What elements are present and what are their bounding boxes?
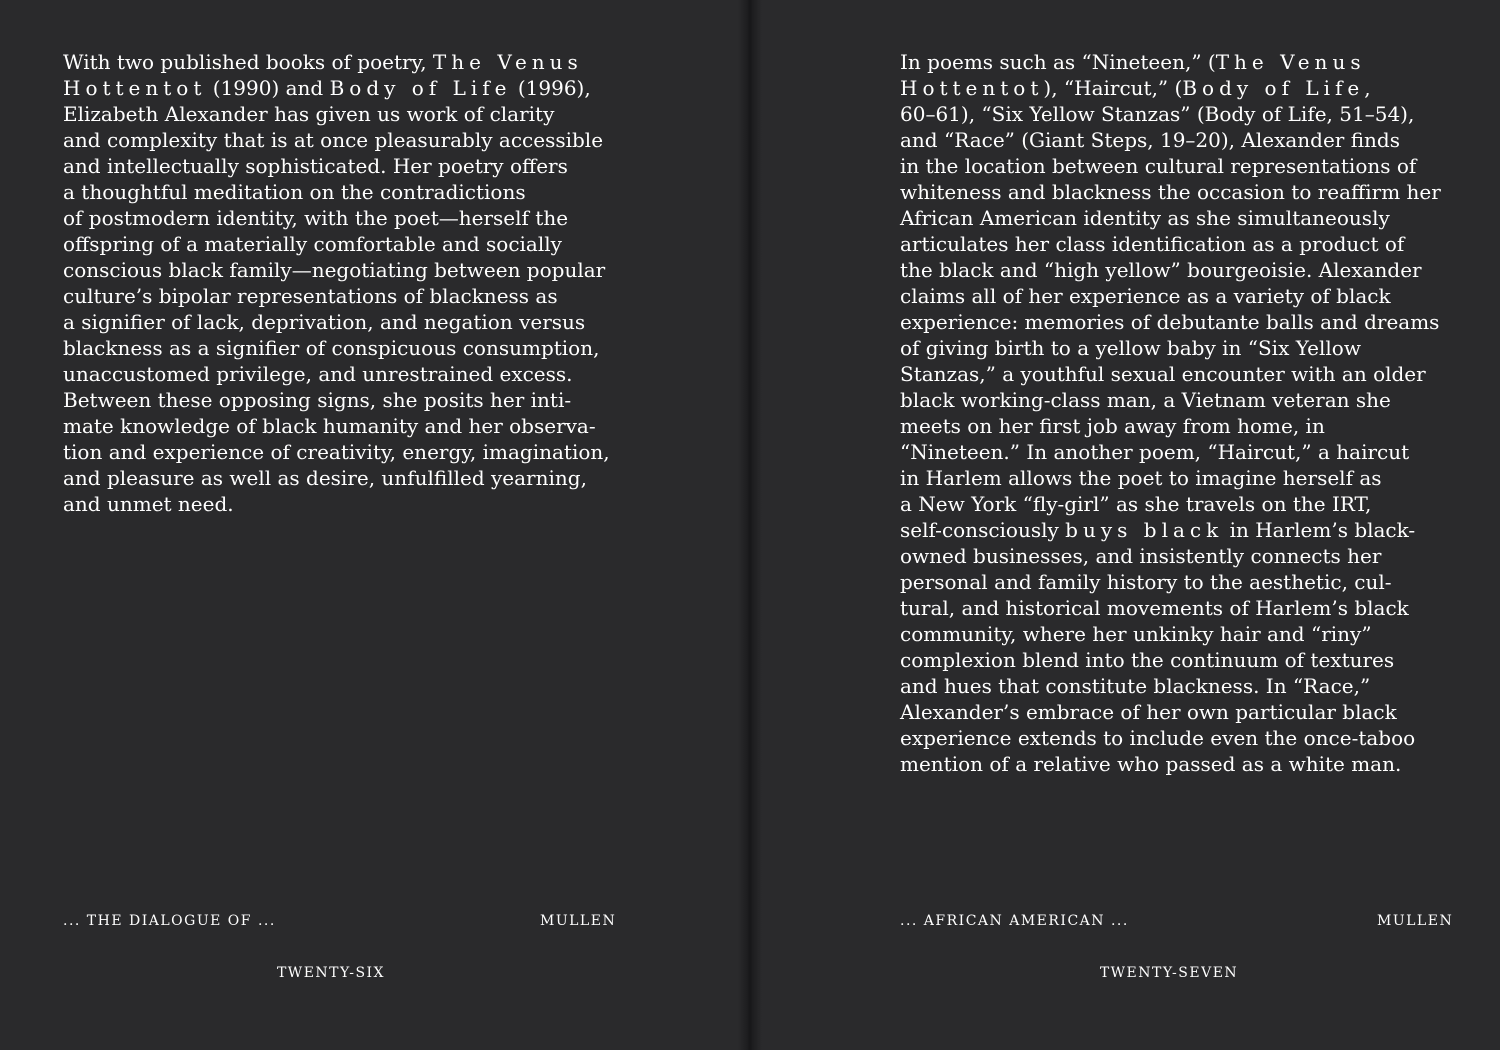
text-run: in Harlem’s black-: [1223, 518, 1416, 542]
text-run: In poems such as “Nineteen,” (: [900, 50, 1216, 74]
text-line: whiteness and blackness the occasion to reaffirm her: [900, 180, 1441, 204]
text-line: and unmet need.: [63, 492, 234, 516]
text-line: [900, 49, 1445, 75]
text-run: (1996),: [511, 76, 591, 100]
book-title-hottentot: Hottentot: [63, 76, 207, 100]
text-line: of postmodern identity, with the poet—herself the: [63, 206, 569, 230]
text-run: self-consciously: [900, 518, 1066, 542]
running-head-author: MULLEN: [1377, 913, 1454, 929]
running-head-title: ... AFRICAN AMERICAN ...: [900, 913, 1129, 929]
text-line: conscious black family—negotiating between popular: [63, 258, 606, 282]
text-line: Stanzas,” a youthful sexual encounter with an older: [900, 362, 1426, 386]
text-line: and hues that constitute blackness. In “Race,”: [900, 674, 1371, 698]
text-line: [900, 517, 1445, 543]
text-line: and intellectually sophisticated. Her poetry offers: [63, 154, 568, 178]
text-line: owned businesses, and insistently connects her: [900, 544, 1382, 568]
text-line: [63, 75, 608, 101]
text-line: articulates her class identification as a product of: [900, 232, 1405, 256]
text-line: African American identity as she simultaneously: [900, 206, 1390, 230]
left-page: [0, 0, 738, 1050]
book-title-body-of-life: Body of Life: [1182, 76, 1365, 100]
text-line: experience extends to include even the once-taboo: [900, 726, 1416, 750]
text-line: mention of a relative who passed as a white man.: [900, 752, 1402, 776]
text-line: the black and “high yellow” bourgeoisie. Alexander: [900, 258, 1422, 282]
text-line: a New York “fly-girl” as she travels on the IRT,: [900, 492, 1372, 516]
book-gutter: [738, 0, 762, 1050]
text-run: With two published books of poetry,: [63, 50, 433, 74]
text-line: in Harlem allows the poet to imagine herself as: [900, 466, 1382, 490]
text-line: Alexander’s embrace of her own particular black: [900, 700, 1397, 724]
text-line: mate knowledge of black humanity and her observa-: [63, 414, 596, 438]
text-run: ), “Haircut,” (: [1043, 76, 1183, 100]
text-line: tural, and historical movements of Harlem’s black: [900, 596, 1409, 620]
text-run: ,: [1364, 76, 1371, 100]
text-line: [63, 49, 608, 75]
text-line: a signifier of lack, deprivation, and negation versus: [63, 310, 586, 334]
text-line: black working-class man, a Vietnam veteran she: [900, 388, 1391, 412]
book-title-body-of-life: Body of Life: [329, 76, 512, 100]
text-line: unaccustomed privilege, and unrestrained excess.: [63, 362, 573, 386]
text-line: meets on her first job away from home, in: [900, 414, 1325, 438]
text-line: tion and experience of creativity, energy, imagination,: [63, 440, 610, 464]
text-line: in the location between cultural representations of: [900, 154, 1417, 178]
right-page-body: [900, 49, 1445, 777]
text-run: (1990) and: [206, 76, 330, 100]
text-line: and “Race” (Giant Steps, 19–20), Alexander finds: [900, 128, 1400, 152]
text-line: a thoughtful meditation on the contradictions: [63, 180, 526, 204]
text-line: 60–61), “Six Yellow Stanzas” (Body of Life, 51–54),: [900, 102, 1415, 126]
text-line: of giving birth to a yellow baby in “Six Yellow: [900, 336, 1361, 360]
page-number: TWENTY-SIX: [276, 965, 386, 981]
emphasis-buys-black: buys black: [1065, 518, 1224, 542]
book-title-hottentot: Hottentot: [900, 76, 1044, 100]
left-page-body: [63, 49, 608, 517]
text-line: offspring of a materially comfortable and socially: [63, 232, 562, 256]
running-head-title: ... THE DIALOGUE OF ...: [63, 913, 276, 929]
text-line: claims all of her experience as a variety of black: [900, 284, 1391, 308]
text-line: blackness as a signifier of conspicuous consumption,: [63, 336, 600, 360]
right-page: [762, 0, 1500, 1050]
running-head-author: MULLEN: [540, 913, 617, 929]
text-line: and pleasure as well as desire, unfulfilled yearning,: [63, 466, 587, 490]
text-line: culture’s bipolar representations of blackness as: [63, 284, 558, 308]
page-number: TWENTY-SEVEN: [1099, 965, 1239, 981]
text-line: [900, 75, 1445, 101]
text-line: and complexity that is at once pleasurably accessible: [63, 128, 604, 152]
book-title-venus: The Venus: [432, 50, 583, 74]
text-line: Elizabeth Alexander has given us work of clarity: [63, 102, 555, 126]
text-line: community, where her unkinky hair and “riny”: [900, 622, 1372, 646]
text-line: personal and family history to the aesthetic, cul-: [900, 570, 1392, 594]
text-line: experience: memories of debutante balls and dreams: [900, 310, 1440, 334]
text-line: Between these opposing signs, she posits her inti-: [63, 388, 572, 412]
text-line: “Nineteen.” In another poem, “Haircut,” a haircut: [900, 440, 1410, 464]
book-title-venus: The Venus: [1215, 50, 1366, 74]
text-line: complexion blend into the continuum of textures: [900, 648, 1395, 672]
